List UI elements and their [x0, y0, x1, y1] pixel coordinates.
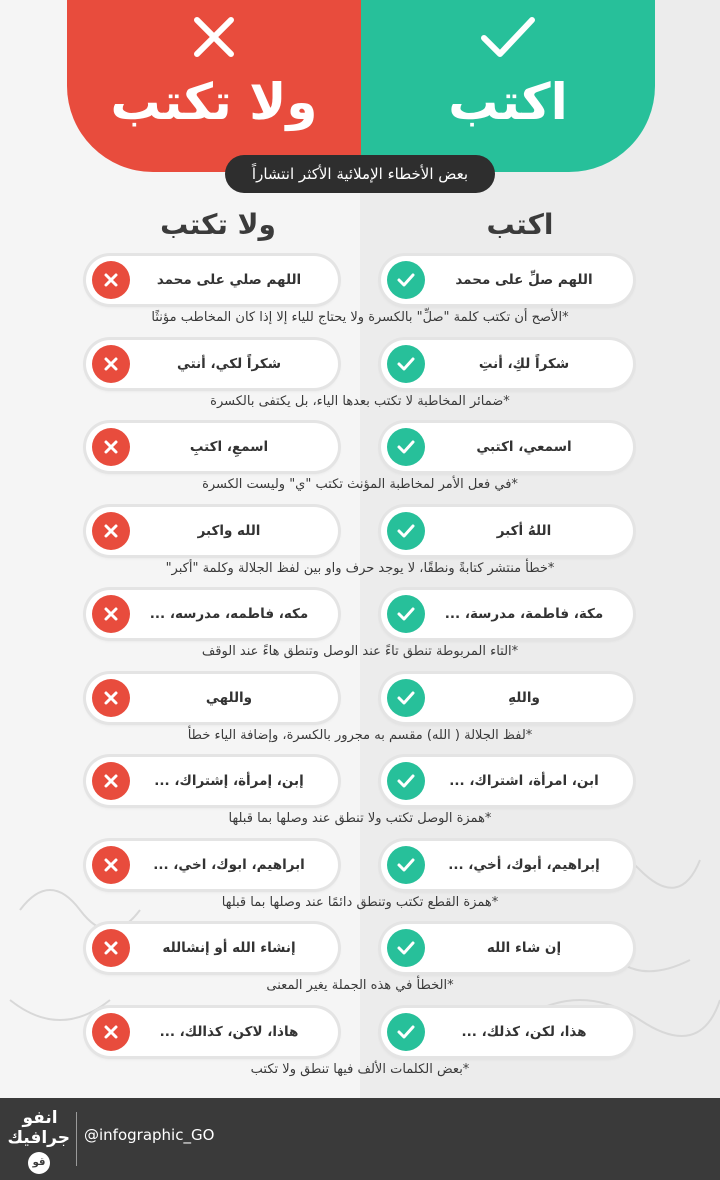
rule-note: *الخطأ في هذه الجملة يغير المعنى	[266, 978, 454, 993]
wrong-spelling-text: هاذا، لاكن، كذالك، ...	[159, 1023, 299, 1040]
social-handle: @infographic_GO	[84, 1126, 215, 1144]
wrong-spelling-text: اللهم صلي على محمد	[156, 272, 302, 288]
rule-note: *التاء المربوطة تنطق تاءً عند الوصل وتنطق هاءً عند الوقف	[201, 644, 519, 659]
comparison-row	[0, 256, 720, 340]
comparison-row	[0, 841, 720, 925]
comparison-row	[0, 757, 720, 841]
correct-spelling-text: شكراً لكِ، أنتِ	[478, 355, 570, 372]
cross-icon	[92, 929, 130, 967]
comparison-row	[0, 1008, 720, 1092]
comparison-row	[0, 423, 720, 507]
cross-icon	[92, 345, 130, 383]
correct-spelling-text: مكة، فاطمة، مدرسة، ...	[444, 606, 604, 622]
rule-note: *بعض الكلمات الألف فيها تنطق ولا تكتب	[250, 1061, 470, 1077]
wrong-spelling-pill	[86, 674, 338, 722]
rule-note: *في فعل الأمر لمخاطبة المؤنث تكتب "ي" وليست الكسرة	[202, 477, 518, 492]
cross-icon	[67, 12, 361, 62]
wrong-spelling-pill	[86, 924, 338, 972]
cross-icon	[92, 846, 130, 884]
wrong-spelling-text: اسمعِ، اكتبِ	[189, 439, 269, 455]
wrong-spelling-pill	[86, 423, 338, 471]
comparison-row	[0, 924, 720, 1008]
wrong-spelling-pill	[86, 841, 338, 889]
comparison-row	[0, 674, 720, 758]
cross-icon	[92, 1013, 130, 1051]
correct-spelling-text: اسمعي، اكتبي	[476, 439, 572, 455]
brand-logo: انفو جرافيك قو	[10, 1108, 70, 1170]
wrong-spelling-pill	[86, 757, 338, 805]
rule-note: *همزة القطع تكتب وتنطق دائمًا عند وصلها بما قبلها	[221, 894, 499, 910]
check-icon	[387, 1013, 425, 1051]
rule-note: *خطأ منتشر كتابةً ونطقًا، لا يوجد حرف واو بين لفظ الجلالة وكلمة "أكبر"	[165, 560, 555, 576]
dont-write-header	[67, 0, 361, 172]
correct-spelling-text: ابن، امرأة، اشتراك، ...	[449, 773, 599, 789]
rule-note: *الأصح أن تكتب كلمة "صلِّ" بالكسرة ولا يحتاج للياء إلا إذا كان المخاطب مؤنثًا	[151, 310, 569, 325]
dont-write-title: ولا تكتب	[110, 73, 318, 131]
check-icon	[387, 595, 425, 633]
wrong-spelling-text: شكراً لكي، أنتي	[176, 355, 282, 372]
correct-spelling-pill	[381, 1008, 633, 1056]
correct-spelling-text: اللهم صلِّ على محمد	[455, 272, 593, 288]
dont-column-heading: ولا تكتب	[160, 208, 276, 241]
check-icon	[387, 345, 425, 383]
wrong-spelling-text: الله واكبر	[197, 522, 261, 539]
correct-spelling-text: هذا، لكن، كذلك، ...	[461, 1023, 587, 1040]
cross-icon	[92, 679, 130, 717]
check-icon	[361, 12, 655, 62]
wrong-spelling-text: واللهي	[205, 689, 253, 706]
comparison-row	[0, 507, 720, 591]
correct-spelling-pill	[381, 423, 633, 471]
correct-spelling-pill	[381, 256, 633, 304]
correct-spelling-text: اللهُ أكبر	[496, 522, 552, 539]
correct-spelling-pill	[381, 507, 633, 555]
footer	[0, 1098, 720, 1180]
rule-note: *همزة الوصل تكتب ولا تنطق عند وصلها بما قبلها	[228, 811, 492, 826]
footer-divider	[76, 1112, 77, 1166]
do-column-heading: اكتب	[486, 208, 554, 241]
wrong-spelling-text: إبن، إمرأة، إشتراك، ...	[154, 773, 304, 789]
do-write-header	[361, 0, 655, 172]
header	[67, 0, 655, 172]
check-icon	[387, 846, 425, 884]
cross-icon	[92, 762, 130, 800]
check-icon	[387, 679, 425, 717]
wrong-spelling-pill	[86, 340, 338, 388]
check-icon	[387, 929, 425, 967]
wrong-spelling-pill	[86, 256, 338, 304]
cross-icon	[92, 512, 130, 550]
correct-spelling-pill	[381, 590, 633, 638]
cross-icon	[92, 428, 130, 466]
cross-icon	[92, 595, 130, 633]
correct-spelling-text: إبراهيم، أبوك، أخي، ...	[448, 856, 600, 873]
cross-icon	[92, 261, 130, 299]
correct-spelling-pill	[381, 924, 633, 972]
wrong-spelling-pill	[86, 590, 338, 638]
correct-spelling-pill	[381, 674, 633, 722]
rule-note: *لفظ الجلالة ( الله) مقسم به مجرور بالكسرة، وإضافة الياء خطأ	[187, 727, 533, 743]
wrong-spelling-pill	[86, 507, 338, 555]
rule-note: *ضمائر المخاطبة لا تكتب بعدها الياء، بل يكتفى بالكسرة	[210, 393, 510, 409]
correct-spelling-pill	[381, 757, 633, 805]
check-icon	[387, 512, 425, 550]
comparison-row	[0, 590, 720, 674]
subtitle-badge: بعض الأخطاء الإملائية الأكثر انتشاراً	[225, 155, 495, 193]
correct-spelling-pill	[381, 841, 633, 889]
check-icon	[387, 762, 425, 800]
check-icon	[387, 428, 425, 466]
wrong-spelling-pill	[86, 1008, 338, 1056]
correct-spelling-text: إن شاء الله	[486, 940, 562, 956]
wrong-spelling-text: ابراهيم، ابوك، اخي، ...	[153, 856, 305, 873]
correct-spelling-text: واللهِ	[508, 689, 540, 706]
do-write-title: اكتب	[448, 73, 568, 131]
wrong-spelling-text: إنشاء الله أو إنشالله	[162, 940, 296, 956]
comparison-row	[0, 340, 720, 424]
check-icon	[387, 261, 425, 299]
wrong-spelling-text: مكه، فاطمه، مدرسه، ...	[149, 606, 309, 622]
correct-spelling-pill	[381, 340, 633, 388]
